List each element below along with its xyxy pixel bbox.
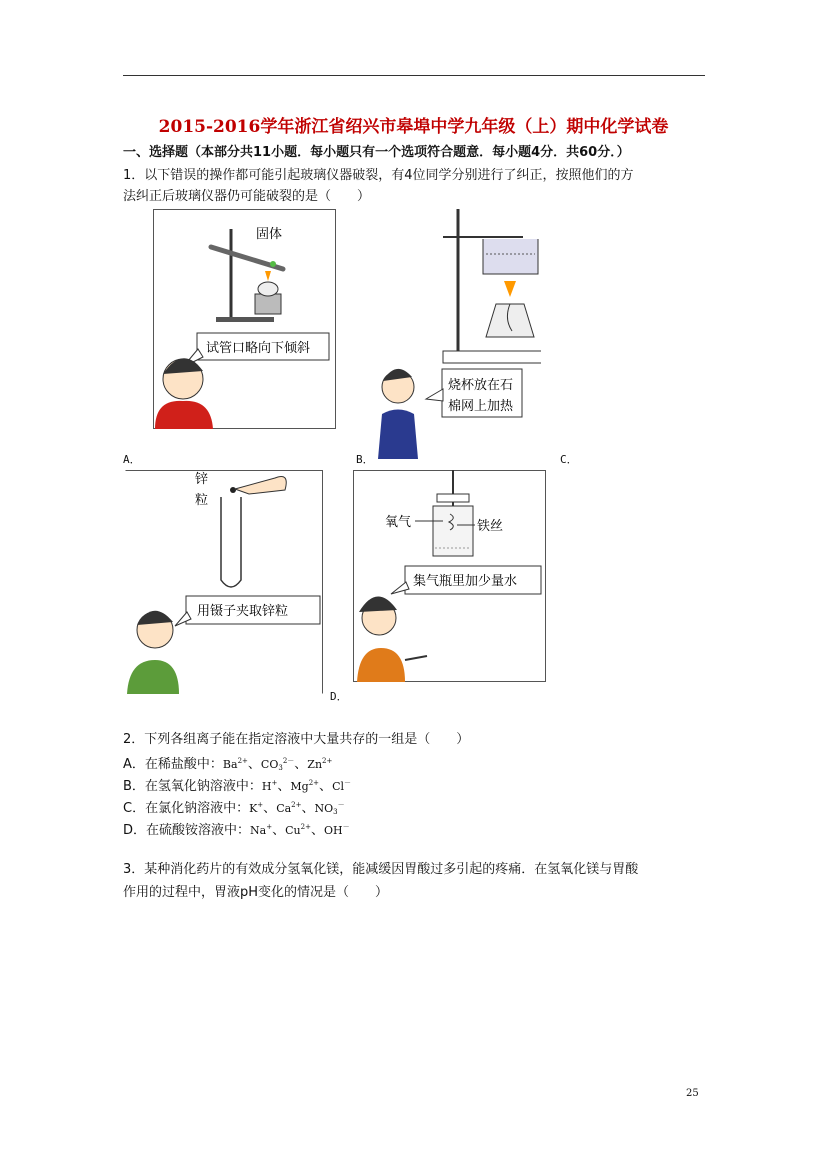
panel-a-label: 固体 [256, 227, 283, 242]
q1-option-d: D． [330, 690, 348, 703]
q1-stem-line1: 1．以下错误的操作都可能引起玻璃仪器破裂，有4位同学分别进行了纠正，按照他们的方 [123, 168, 634, 183]
q1-panel-a [153, 209, 336, 429]
q2-option-c: C．在氯化钠溶液中：K+、$Ca^{2+}$、$NO_3^-$ [123, 801, 345, 816]
page-title: 2015-2016学年浙江省绍兴市皋埠中学九年级（上）期中化学试卷 [158, 117, 669, 137]
page-number: 25 [686, 1088, 699, 1099]
panel-c-label-top: 锌 [195, 472, 209, 487]
q3-stem-line2: 作用的过程中，胃液pH变化的情况是（ ） [123, 885, 389, 900]
panel-a-illustration [153, 209, 336, 429]
panel-d-label-left: 氧气 [385, 515, 412, 530]
q2-stem: 2．下列各组离子能在指定溶液中大量共存的一组是（ ） [123, 732, 470, 747]
panel-b-bubble-1: 烧杯放在石 [448, 378, 514, 393]
panel-a-bubble: 试管口略向下倾斜 [206, 341, 311, 356]
q2-option-d: D．在硫酸铵溶液中：Na+、$Cu^{2+}$、OH－ [123, 823, 350, 838]
panel-c-illustration [125, 470, 323, 694]
q1-stem-line2: 法纠正后玻璃仪器仍可能破裂的是（ ） [123, 189, 371, 204]
q1-option-a: A． [123, 453, 141, 466]
panel-c-bubble: 用镊子夹取锌粒 [197, 604, 289, 619]
q1-option-c: C． [560, 453, 578, 466]
panel-c-label-bottom: 粒 [195, 493, 209, 508]
q2-option-a: A．在稀盐酸中：$Ba^{2+}$、$CO_3^{2-}$、$Zn^{2+}$ [123, 757, 333, 772]
q3-stem-line1: 3．某种消化药片的有效成分氢氧化镁，能减缓因胃酸过多引起的疼痛．在氢氧化镁与胃酸 [123, 862, 639, 877]
q1-panel-b [378, 209, 541, 459]
panel-d-illustration [353, 470, 546, 682]
q1-panel-d [353, 470, 546, 682]
q2-option-b: B．在氢氧化钠溶液中：H+、$Mg^{2+}$、Cl－ [123, 779, 351, 794]
panel-b-illustration [378, 209, 541, 459]
panel-b-bubble-2: 棉网上加热 [448, 399, 514, 414]
panel-d-label-right: 铁丝 [477, 519, 504, 534]
q1-panel-c [125, 470, 323, 694]
panel-d-bubble: 集气瓶里加少量水 [413, 574, 518, 589]
header-rule [123, 75, 705, 76]
section-heading: 一、选择题（本部分共11小题．每小题只有一个选项符合题意．每小题4分．共60分．） [123, 145, 630, 160]
q1-option-b: B． [356, 453, 374, 466]
